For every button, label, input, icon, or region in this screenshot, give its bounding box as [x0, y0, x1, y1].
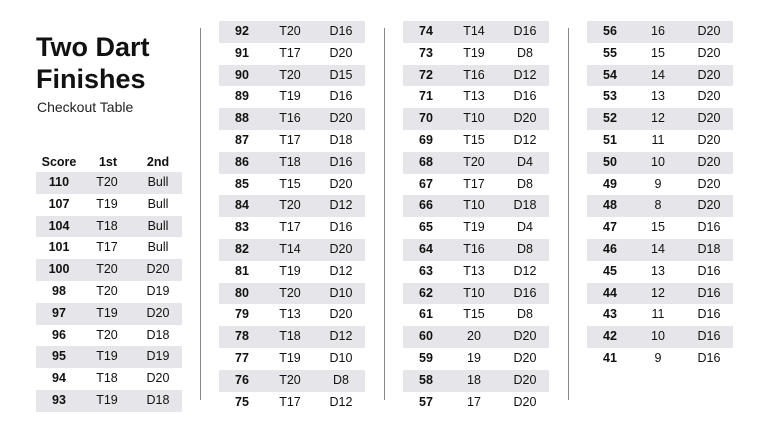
table-row [36, 303, 182, 325]
second-dart-cell: D20 [329, 176, 353, 191]
second-dart-cell: D20 [697, 111, 721, 126]
first-dart-cell: 9 [654, 176, 662, 191]
page-title: Two Dart Finishes [36, 32, 150, 94]
score-cell: 43 [603, 307, 617, 322]
first-dart-cell: T20 [279, 285, 301, 300]
second-dart-cell: D20 [329, 307, 353, 322]
second-dart-cell: D18 [513, 198, 537, 213]
first-dart-cell: T17 [279, 394, 301, 409]
table-row [219, 392, 365, 414]
score-cell: 53 [603, 89, 617, 104]
score-cell: 42 [603, 329, 617, 344]
second-dart-cell: D12 [329, 394, 353, 409]
score-cell: 54 [603, 67, 617, 82]
table-row [403, 21, 549, 43]
score-cell: 59 [419, 350, 433, 365]
second-dart-cell: D12 [513, 67, 537, 82]
table-row [403, 326, 549, 348]
score-cell: 55 [603, 45, 617, 60]
first-dart-cell: T20 [279, 198, 301, 213]
second-dart-cell: D18 [146, 392, 170, 407]
score-cell: 56 [603, 24, 617, 38]
table-row [36, 368, 182, 390]
second-dart-cell: D12 [513, 263, 537, 278]
score-cell: 73 [419, 45, 433, 60]
second-dart-cell: D19 [146, 349, 170, 364]
table-row [403, 152, 549, 174]
second-dart-cell: D20 [697, 24, 721, 38]
score-cell: 68 [419, 154, 433, 169]
second-dart-cell: D20 [329, 111, 353, 126]
second-dart-cell: D16 [513, 89, 537, 104]
second-dart-cell: D20 [329, 241, 353, 256]
first-dart-cell: T20 [96, 327, 118, 342]
second-dart-cell: D20 [146, 262, 170, 277]
score-cell: 45 [603, 263, 617, 278]
table-row [403, 195, 549, 217]
first-dart-cell: T20 [96, 262, 118, 277]
score-cell: 61 [419, 307, 433, 322]
first-dart-cell: T17 [96, 240, 118, 255]
first-dart-cell: 9 [654, 350, 662, 365]
table-row [219, 195, 365, 217]
score-cell: 66 [419, 198, 433, 213]
score-cell: 62 [419, 285, 433, 300]
table-row [219, 239, 365, 261]
score-cell: 57 [419, 394, 433, 409]
second-dart-cell: D16 [697, 220, 721, 235]
first-dart-cell: T19 [96, 196, 118, 211]
first-dart-cell: 8 [654, 198, 662, 213]
table-row [587, 174, 733, 196]
first-dart-cell: 17 [467, 394, 481, 409]
score-cell: 98 [52, 283, 66, 298]
table-row [36, 390, 182, 412]
first-dart-cell: 18 [467, 372, 481, 387]
second-dart-cell: Bull [147, 175, 169, 189]
first-dart-cell: 13 [651, 263, 665, 278]
first-dart-cell: T17 [279, 220, 301, 235]
score-cell: 65 [419, 220, 433, 235]
score-cell: 90 [235, 67, 249, 82]
table-row [587, 304, 733, 326]
header-score: Score [41, 155, 77, 169]
first-dart-cell: T20 [96, 175, 118, 189]
first-dart-cell: T13 [463, 89, 485, 104]
first-dart-cell: T14 [463, 24, 485, 38]
table-row [403, 239, 549, 261]
table-row [587, 152, 733, 174]
score-cell: 78 [235, 329, 249, 344]
second-dart-cell: D20 [697, 132, 721, 147]
second-dart-cell: D20 [329, 45, 353, 60]
second-dart-cell: D20 [697, 198, 721, 213]
score-cell: 87 [235, 132, 249, 147]
score-cell: 47 [603, 220, 617, 235]
table-row [587, 217, 733, 239]
table-row [403, 370, 549, 392]
score-cell: 77 [235, 350, 249, 365]
second-dart-cell: D16 [697, 263, 721, 278]
score-cell: 75 [235, 394, 249, 409]
score-cell: 69 [419, 132, 433, 147]
table-row [219, 370, 365, 392]
header-first: 1st [98, 155, 118, 169]
score-cell: 104 [48, 218, 70, 233]
score-cell: 88 [235, 111, 249, 126]
second-dart-cell: D16 [697, 350, 721, 365]
second-dart-cell: D20 [697, 89, 721, 104]
first-dart-cell: 15 [651, 45, 665, 60]
page-subtitle: Checkout Table [37, 99, 134, 115]
second-dart-cell: D20 [513, 372, 537, 387]
table-row [219, 217, 365, 239]
second-dart-cell: D20 [697, 154, 721, 169]
table-row [587, 130, 733, 152]
table-row [587, 261, 733, 283]
first-dart-cell: T20 [279, 372, 301, 387]
second-dart-cell: D10 [329, 350, 353, 365]
score-cell: 49 [603, 176, 617, 191]
table-row [36, 325, 182, 347]
first-dart-cell: T16 [463, 241, 485, 256]
second-dart-cell: D20 [697, 67, 721, 82]
first-dart-cell: T16 [463, 67, 485, 82]
table-row [36, 346, 182, 368]
score-cell: 85 [235, 176, 249, 191]
table-row [219, 304, 365, 326]
first-dart-cell: 13 [651, 89, 665, 104]
second-dart-cell: D16 [513, 24, 537, 38]
second-dart-cell: D10 [329, 285, 353, 300]
second-dart-cell: D16 [329, 154, 353, 169]
table-row [219, 283, 365, 305]
first-dart-cell: T18 [279, 154, 301, 169]
first-dart-cell: 19 [467, 350, 481, 365]
score-cell: 100 [48, 262, 70, 277]
score-cell: 67 [419, 176, 433, 191]
table-row [219, 152, 365, 174]
score-cell: 58 [419, 372, 433, 387]
table-row [403, 43, 549, 65]
score-cell: 81 [235, 263, 249, 278]
second-dart-cell: Bull [147, 240, 169, 255]
table-row [219, 43, 365, 65]
table-row [587, 239, 733, 261]
checkout-column-4 [587, 21, 733, 370]
score-cell: 101 [48, 240, 70, 255]
first-dart-cell: 10 [651, 329, 665, 344]
first-dart-cell: T19 [463, 220, 485, 235]
second-dart-cell: D4 [517, 154, 533, 169]
table-row [587, 43, 733, 65]
table-row [403, 304, 549, 326]
score-cell: 71 [419, 89, 433, 104]
second-dart-cell: D20 [146, 305, 170, 320]
table-row [36, 237, 182, 259]
table-row [587, 283, 733, 305]
second-dart-cell: D16 [329, 89, 353, 104]
column-divider [384, 28, 385, 400]
score-cell: 72 [419, 67, 433, 82]
table-row [403, 65, 549, 87]
table-row [219, 174, 365, 196]
second-dart-cell: D12 [513, 132, 537, 147]
first-dart-cell: 14 [651, 67, 665, 82]
second-dart-cell: D19 [146, 283, 170, 298]
table-row [36, 259, 182, 281]
score-cell: 83 [235, 220, 249, 235]
table-row [219, 86, 365, 108]
score-cell: 97 [52, 305, 66, 320]
first-dart-cell: T10 [463, 198, 485, 213]
second-dart-cell: D20 [697, 176, 721, 191]
table-row [36, 216, 182, 238]
table-row [219, 108, 365, 130]
second-dart-cell: D16 [513, 285, 537, 300]
second-dart-cell: D4 [517, 220, 533, 235]
score-cell: 95 [52, 349, 66, 364]
second-dart-cell: D15 [329, 67, 353, 82]
second-dart-cell: D16 [697, 329, 721, 344]
column-divider [200, 28, 201, 400]
score-cell: 51 [603, 132, 617, 147]
score-cell: 86 [235, 154, 249, 169]
table-row [403, 174, 549, 196]
table-row [219, 348, 365, 370]
score-cell: 84 [235, 198, 249, 213]
score-cell: 64 [419, 241, 433, 256]
score-cell: 46 [603, 241, 617, 256]
header-second: 2nd [146, 155, 170, 169]
table-row [219, 261, 365, 283]
first-dart-cell: 12 [651, 285, 665, 300]
table-row [587, 195, 733, 217]
first-dart-cell: 16 [651, 24, 665, 38]
score-cell: 110 [48, 175, 70, 189]
score-cell: 93 [52, 392, 66, 407]
first-dart-cell: 14 [651, 241, 665, 256]
score-cell: 89 [235, 89, 249, 104]
table-row [219, 326, 365, 348]
table-row [403, 130, 549, 152]
score-cell: 96 [52, 327, 66, 342]
score-cell: 41 [603, 350, 617, 365]
table-row [403, 261, 549, 283]
first-dart-cell: T20 [463, 154, 485, 169]
checkout-column-1 [36, 172, 182, 412]
score-cell: 60 [419, 329, 433, 344]
first-dart-cell: T15 [463, 307, 485, 322]
first-dart-cell: T19 [463, 45, 485, 60]
table-row [403, 283, 549, 305]
table-row [587, 86, 733, 108]
column-divider [568, 28, 569, 400]
table-row [403, 348, 549, 370]
first-dart-cell: 15 [651, 220, 665, 235]
first-dart-cell: T18 [96, 218, 118, 233]
second-dart-cell: D8 [333, 372, 349, 387]
score-cell: 91 [235, 45, 249, 60]
second-dart-cell: D8 [517, 307, 533, 322]
score-cell: 94 [52, 371, 66, 386]
first-dart-cell: T13 [279, 307, 301, 322]
table-row [587, 326, 733, 348]
score-cell: 48 [603, 198, 617, 213]
first-dart-cell: 20 [467, 329, 481, 344]
first-dart-cell: T16 [279, 111, 301, 126]
second-dart-cell: D20 [513, 350, 537, 365]
score-cell: 70 [419, 111, 433, 126]
score-cell: 76 [235, 372, 249, 387]
first-dart-cell: 11 [651, 307, 665, 322]
first-dart-cell: T19 [279, 263, 301, 278]
score-cell: 50 [603, 154, 617, 169]
first-dart-cell: T17 [463, 176, 485, 191]
first-dart-cell: 10 [651, 154, 665, 169]
score-cell: 74 [419, 24, 433, 38]
checkout-column-3 [403, 21, 549, 413]
second-dart-cell: D8 [517, 241, 533, 256]
second-dart-cell: D20 [697, 45, 721, 60]
score-cell: 52 [603, 111, 617, 126]
second-dart-cell: D16 [697, 285, 721, 300]
table-row [36, 172, 182, 194]
score-cell: 82 [235, 241, 249, 256]
first-dart-cell: T20 [96, 283, 118, 298]
first-dart-cell: T15 [279, 176, 301, 191]
score-cell: 79 [235, 307, 249, 322]
first-dart-cell: T19 [279, 89, 301, 104]
second-dart-cell: D18 [146, 327, 170, 342]
table-row [36, 281, 182, 303]
second-dart-cell: D8 [517, 176, 533, 191]
first-dart-cell: T19 [96, 392, 118, 407]
first-dart-cell: T17 [279, 45, 301, 60]
first-dart-cell: T10 [463, 285, 485, 300]
first-dart-cell: T17 [279, 132, 301, 147]
table-row [219, 21, 365, 43]
table-row [403, 108, 549, 130]
table-row [219, 130, 365, 152]
first-dart-cell: 11 [651, 132, 665, 147]
second-dart-cell: Bull [147, 218, 169, 233]
table-row [219, 65, 365, 87]
second-dart-cell: D12 [329, 263, 353, 278]
first-dart-cell: T19 [96, 305, 118, 320]
table-row [403, 392, 549, 414]
first-dart-cell: 12 [651, 111, 665, 126]
second-dart-cell: D12 [329, 329, 353, 344]
second-dart-cell: D20 [146, 371, 170, 386]
second-dart-cell: D16 [329, 220, 353, 235]
table-row [403, 86, 549, 108]
score-cell: 63 [419, 263, 433, 278]
table-row [587, 21, 733, 43]
first-dart-cell: T15 [463, 132, 485, 147]
second-dart-cell: D20 [513, 329, 537, 344]
score-cell: 80 [235, 285, 249, 300]
second-dart-cell: D8 [517, 45, 533, 60]
first-dart-cell: T19 [96, 349, 118, 364]
table-row [587, 108, 733, 130]
second-dart-cell: D20 [513, 111, 537, 126]
second-dart-cell: Bull [147, 196, 169, 211]
score-cell: 44 [603, 285, 617, 300]
table-row [403, 217, 549, 239]
score-cell: 107 [48, 196, 70, 211]
second-dart-cell: D18 [697, 241, 721, 256]
first-dart-cell: T18 [279, 329, 301, 344]
first-dart-cell: T14 [279, 241, 301, 256]
table-row [587, 348, 733, 370]
second-dart-cell: D20 [513, 394, 537, 409]
first-dart-cell: T10 [463, 111, 485, 126]
first-dart-cell: T13 [463, 263, 485, 278]
first-dart-cell: T19 [279, 350, 301, 365]
first-dart-cell: T20 [279, 67, 301, 82]
second-dart-cell: D16 [697, 307, 721, 322]
first-dart-cell: T20 [279, 24, 301, 38]
second-dart-cell: D18 [329, 132, 353, 147]
second-dart-cell: D12 [329, 198, 353, 213]
table-row [36, 194, 182, 216]
score-cell: 92 [235, 24, 249, 38]
table-row [587, 65, 733, 87]
second-dart-cell: D16 [329, 24, 353, 38]
checkout-column-2 [219, 21, 365, 413]
first-dart-cell: T18 [96, 371, 118, 386]
